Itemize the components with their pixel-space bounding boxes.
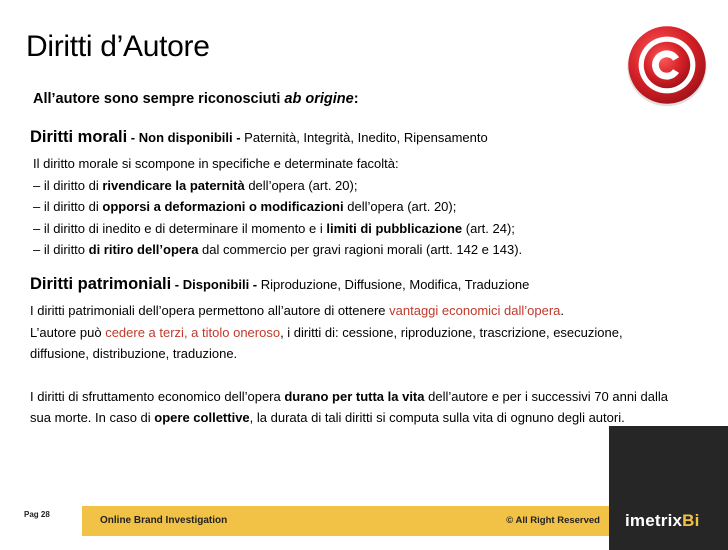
brand-box — [609, 426, 728, 550]
footer-label: Online Brand Investigation — [100, 515, 228, 526]
moral-rights-heading: Diritti morali - Non disponibili - Paternità, Integrità, Inedito, Ripensamento — [30, 128, 488, 146]
patrimonial-paragraph: L’autore può cedere a terzi, a titolo oneroso, i diritti di: cessione, riproduzione, trascrizione, esecuzione, diffusione, distribuzione, traduzione. — [30, 324, 623, 361]
copyright-notice: © All Right Reserved — [506, 515, 600, 526]
page-title: Diritti d’Autore — [26, 30, 210, 63]
moral-item: – il diritto di inedito e di determinare il momento e i limiti di pubblicazione (art. 24); — [33, 220, 515, 236]
footer-bar — [82, 506, 610, 536]
intro-line: All’autore sono sempre riconosciuti ab origine: — [33, 91, 359, 107]
moral-item: – il diritto di opporsi a deformazioni o modificazioni dell’opera (art. 20); — [33, 199, 457, 214]
moral-lead: Il diritto morale si scompone in specifiche e determinate facoltà: — [33, 156, 399, 171]
moral-rights-body — [33, 153, 522, 261]
copyright-icon — [624, 22, 710, 108]
moral-item: – il diritto di ritiro dell’opera dal commercio per gravi ragioni morali (artt. 142 e 143). — [33, 242, 523, 257]
page-number: Pag 28 — [24, 510, 50, 519]
duration-paragraph: I diritti di sfruttamento economico dell’opera durano per tutta la vita dell’autore e per i successivi 70 anni dalla sua morte. In caso di opere collettive, la durata di tali diritti si computa sulla vita di ognuno degli autori. — [30, 388, 669, 425]
brand-logo: imetrixBi — [625, 511, 700, 530]
patrimonial-paragraph: I diritti patrimoniali dell’opera permettono all’autore di ottenere vantaggi economici dall’opera. — [30, 303, 565, 318]
patrimonial-rights-body — [30, 300, 678, 429]
patrimonial-rights-heading: Diritti patrimoniali - Disponibili - Riproduzione, Diffusione, Modifica, Traduzione — [30, 275, 530, 293]
moral-item: – il diritto di rivendicare la paternità dell’opera (art. 20); — [33, 177, 358, 193]
